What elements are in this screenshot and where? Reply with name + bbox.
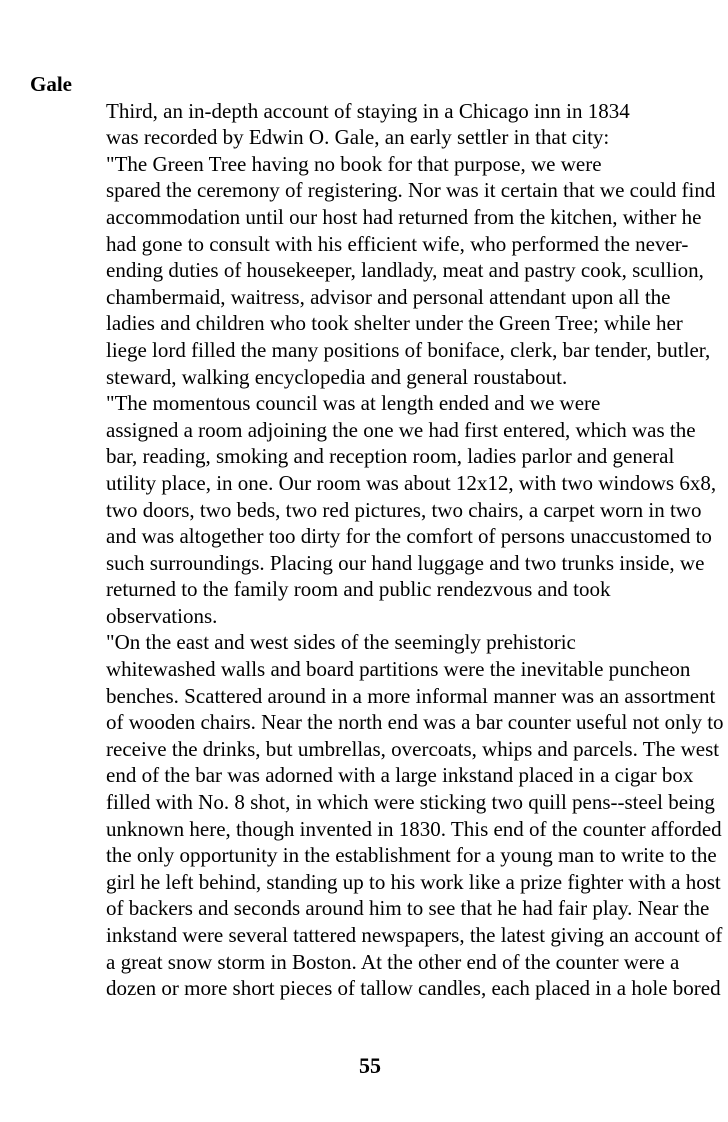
paragraph [30,151,716,390]
text-line: accommodation until our host had returned from the kitchen, wither he [106,204,702,229]
text-line: utility place, in one. Our room was about 12x12, with two windows 6x8, [106,470,717,495]
paragraph [30,98,712,151]
paragraph [30,390,717,629]
text-line: steward, walking encyclopedia and general roustabout. [106,364,568,389]
text-line: liege lord filled the many positions of boniface, clerk, bar tender, butler, [106,337,711,362]
text-line: two doors, two beds, two red pictures, two chairs, a carpet worn in two [106,497,702,522]
page-body [30,71,724,1002]
text-line: "On the east and west sides of the seemingly prehistoric [106,630,576,655]
text-line: of backers and seconds around him to see that he had fair play. Near the [106,896,710,921]
text-line: such surroundings. Placing our hand luggage and two trunks inside, we [106,550,705,575]
text-body [30,98,724,1002]
text-line: the only opportunity in the establishment for a young man to write to the [106,843,717,868]
text-line: chambermaid, waitress, advisor and personal attendant upon all the [106,284,671,309]
text-line: ending duties of housekeeper, landlady, meat and pastry cook, scullion, [106,258,704,283]
page-number: 55 [359,1053,381,1078]
text-line: a great snow storm in Boston. At the other end of the counter were a [106,949,680,974]
text-line: girl he left behind, standing up to his work like a prize fighter with a host [106,869,721,894]
text-line: and was altogether too dirty for the comfort of persons unaccustomed to [106,524,712,549]
text-line: returned to the family room and public rendezvous and took [106,577,611,602]
text-line: of wooden chairs. Near the north end was a bar counter useful not only to [106,710,724,735]
text-line: "The Green Tree having no book for that purpose, we were [106,151,602,176]
text-line: "The momentous council was at length ended and we were [106,391,601,416]
text-line: unknown here, though invented in 1830. This end of the counter afforded [106,816,722,841]
text-line: filled with No. 8 shot, in which were sticking two quill pens--steel being [106,790,715,815]
text-line: ladies and children who took shelter under the Green Tree; while her [106,311,683,336]
text-line: assigned a room adjoining the one we had first entered, which was the [106,417,696,442]
text-line: had gone to consult with his efficient wife, who performed the never- [106,231,689,256]
text-line: was recorded by Edwin O. Gale, an early settler in that city: [106,125,610,150]
text-line: inkstand were several tattered newspapers, the latest giving an account of [106,923,723,947]
paragraph [30,629,724,1001]
text-line: observations. [106,603,218,628]
text-line: Third, an in-depth account of staying in a Chicago inn in 1834 [106,98,630,123]
text-line: dozen or more short pieces of tallow candles, each placed in a hole bored [106,976,721,1001]
text-line: benches. Scattered around in a more informal manner was an assortment [106,683,716,708]
text-line: spared the ceremony of registering. Nor was it certain that we could find [106,178,716,203]
text-line: bar, reading, smoking and reception room, ladies parlor and general [106,444,675,469]
section-heading: Gale [30,72,72,96]
text-line: whitewashed walls and board partitions were the inevitable puncheon [106,657,691,682]
text-line: receive the drinks, but umbrellas, overcoats, whips and parcels. The west [106,736,720,761]
text-line: end of the bar was adorned with a large inkstand placed in a cigar box [106,763,694,788]
